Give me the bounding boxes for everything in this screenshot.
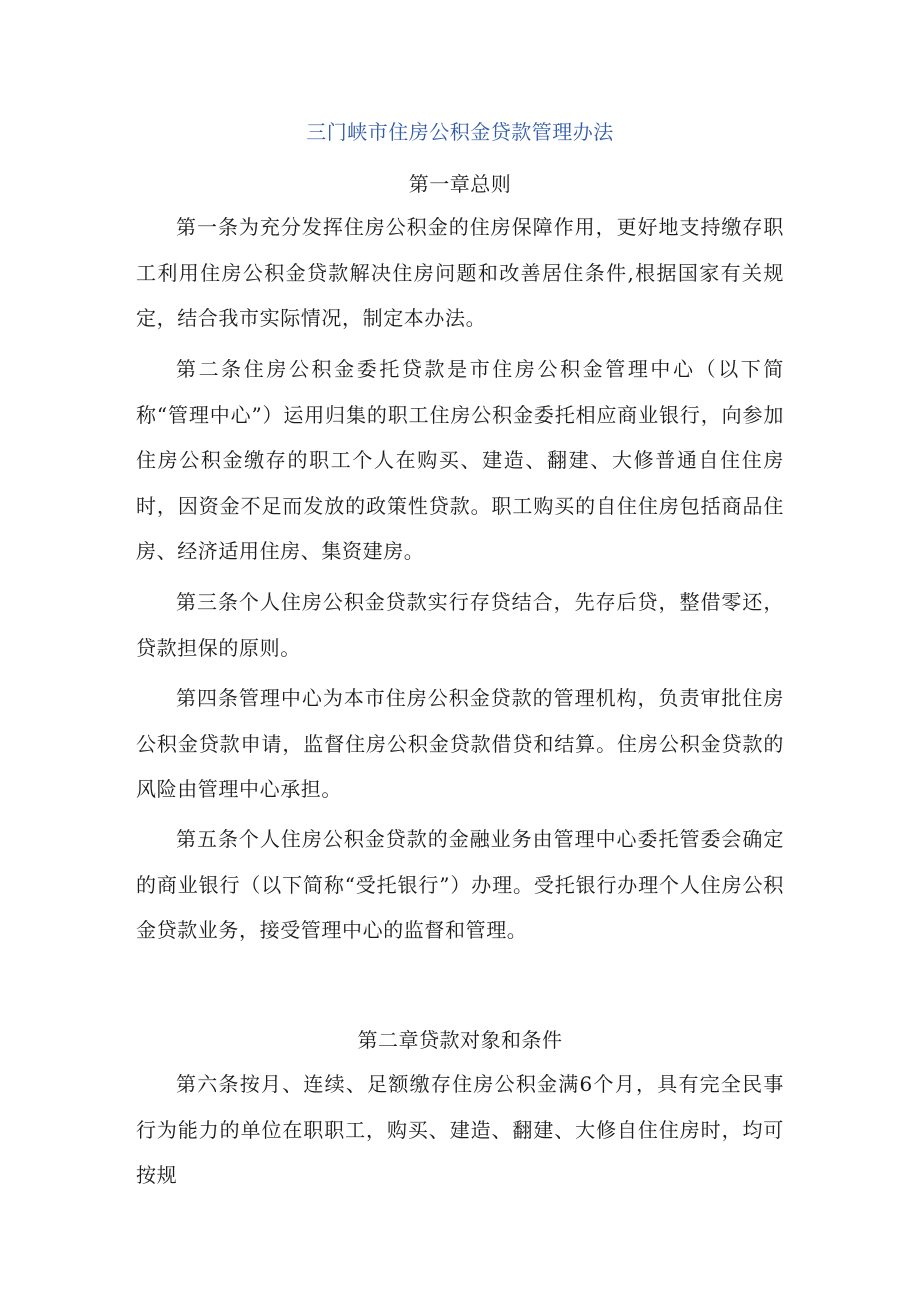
article-5: 第五条个人住房公积金贷款的金融业务由管理中心委托管委会确定的商业银行（以下简称“受托银行”）办理。受托银行办理个人住房公积金贷款业务，接受管理中心的监督和管理。 — [136, 827, 784, 942]
article-3: 第三条个人住房公积金贷款实行存贷结合，先存后贷，整借零还，贷款担保的原则。 — [136, 590, 784, 660]
document-title: 三门峡市住房公积金贷款管理办法 — [306, 120, 614, 144]
article-1: 第一条为充分发挥住房公积金的住房保障作用，更好地支持缴存职工利用住房公积金贷款解决住房问题和改善居住条件,根据国家有关规定，结合我市实际情况，制定本办法。 — [136, 215, 784, 330]
chapter-2-heading: 第二章贷款对象和条件 — [357, 1028, 563, 1052]
article-4: 第四条管理中心为本市住房公积金贷款的管理机构，负责审批住房公积金贷款申请，监督住房公积金贷款借贷和结算。住房公积金贷款的风险由管理中心承担。 — [136, 686, 784, 801]
chapter-1-heading: 第一章总则 — [408, 172, 512, 196]
article-6: 第六条按月、连续、足额缴存住房公积金满6个月，具有完全民事行为能力的单位在职职工，购买、建造、翻建、大修自住住房时，均可按规 — [136, 1072, 784, 1187]
article-2: 第二条住房公积金委托贷款是市住房公积金管理中心（以下简称“管理中心”）运用归集的职工住房公积金委托相应商业银行，向参加住房公积金缴存的职工个人在购买、建造、翻建、大修普通自住住房时，因资金不足而发放的政策性贷款。职工购买的自住住房包括商品住房、经济适用住房、集资建房。 — [136, 357, 784, 563]
